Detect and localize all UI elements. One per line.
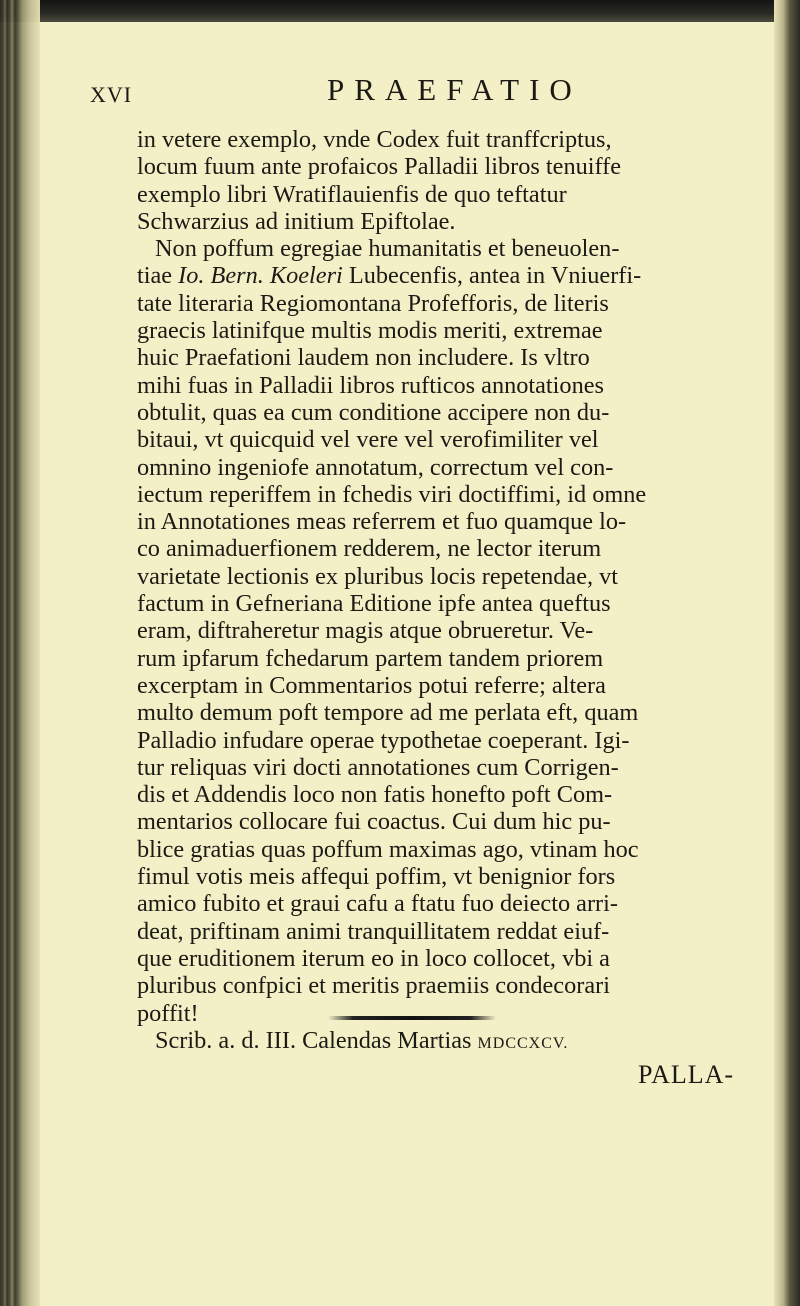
text-line: mentarios collocare fui coactus. Cui dum hic pu- — [137, 808, 611, 836]
text-fragment: tiae — [137, 262, 173, 290]
text-line: que eruditionem iterum eo in loco collocet, vbi a — [137, 944, 610, 972]
text-line: fimul votis meis affequi poffim, vt benignior fors — [137, 863, 616, 891]
body-text — [137, 126, 759, 1054]
text-line: excerptam in Commentarios potui referre; altera — [137, 671, 606, 699]
text-fragment: Lubecenfis, antea in Vniuerfi- — [348, 262, 642, 290]
text-line: blice gratias quas poffum maximas ago, vtinam hoc — [137, 835, 639, 863]
text-line: multo demum poft tempore ad me perlata eft, quam — [137, 699, 639, 727]
text-line: huic Praefationi laudem non includere. Is vltro — [137, 344, 590, 372]
text-line: mihi fuas in Palladii libros rufticos annotationes — [137, 371, 604, 399]
text-line: bitaui, vt quicquid vel vere vel verofimiliter vel — [137, 426, 599, 454]
text-line: graecis latinifque multis modis meriti, extremae — [137, 317, 603, 345]
text-line: exemplo libri Wratiflauienfis de quo teftatur — [137, 180, 567, 208]
text-line: in vetere exemplo, vnde Codex fuit tranffcriptus, — [137, 126, 612, 153]
book-spine-edge — [0, 0, 40, 1306]
page-top-shadow — [0, 0, 800, 22]
italic-personal-name: Io. Bern. Koeleri — [178, 262, 343, 290]
text-line: dis et Addendis loco non fatis honefto poft Com- — [137, 781, 613, 809]
signature-year: MDCCXCV. — [477, 1034, 569, 1052]
text-line: co animaduerfionem redderem, ne lector iterum — [137, 535, 602, 563]
text-line: factum in Gefneriana Editione ipfe antea queftus — [137, 590, 611, 618]
paragraph-start-line: Non poffum egregiae humanitatis et beneuolen- — [155, 235, 620, 263]
text-line: in Annotationes meas referrem et fuo quamque lo- — [137, 508, 627, 536]
text-line: obtulit, quas ea cum conditione accipere non du- — [137, 398, 610, 426]
text-line: varietate lectionis ex pluribus locis repetendae, vt — [137, 562, 619, 590]
text-line: poffit! — [137, 999, 199, 1027]
text-line: eram, diftraheretur magis atque obrueretur. Ve- — [137, 617, 594, 645]
text-line: tate literaria Regiomontana Profefforis, de literis — [137, 289, 609, 317]
signature-line — [137, 1027, 759, 1054]
page-fore-edge — [774, 0, 800, 1306]
text-line: Schwarzius ad initium Epiftolae. — [137, 207, 456, 235]
text-line: rum ipfarum fchedarum partem tandem priorem — [137, 644, 604, 672]
text-line: amico fubito et graui cafu a ftatu fuo deiecto arri- — [137, 890, 618, 918]
catchword: PALLA- — [638, 1060, 735, 1089]
page-header — [90, 74, 730, 114]
text-line: omnino ingeniofe annotatum, correctum vel con- — [137, 453, 614, 481]
text-line: deat, priftinam animi tranquillitatem reddat eiuf- — [137, 917, 610, 945]
signature-date: Scrib. a. d. III. Calendas Martias — [155, 1026, 472, 1054]
page-number: XVI — [90, 82, 133, 107]
text-line: tur reliquas viri docti annotationes cum Corrigen- — [137, 753, 619, 781]
text-line: pluribus confpici et meritis praemiis condecorari — [137, 972, 610, 1000]
running-title: PRAEFATIO — [327, 72, 582, 107]
ornamental-rule — [328, 1016, 496, 1020]
text-line-with-name — [137, 262, 759, 289]
text-line: iectum reperiffem in fchedis viri doctiffimi, id omne — [137, 480, 647, 508]
text-line: Palladio infudare operae typothetae coeperant. Igi- — [137, 726, 630, 754]
text-line: locum fuum ante profaicos Palladii libros tenuiffe — [137, 153, 622, 181]
